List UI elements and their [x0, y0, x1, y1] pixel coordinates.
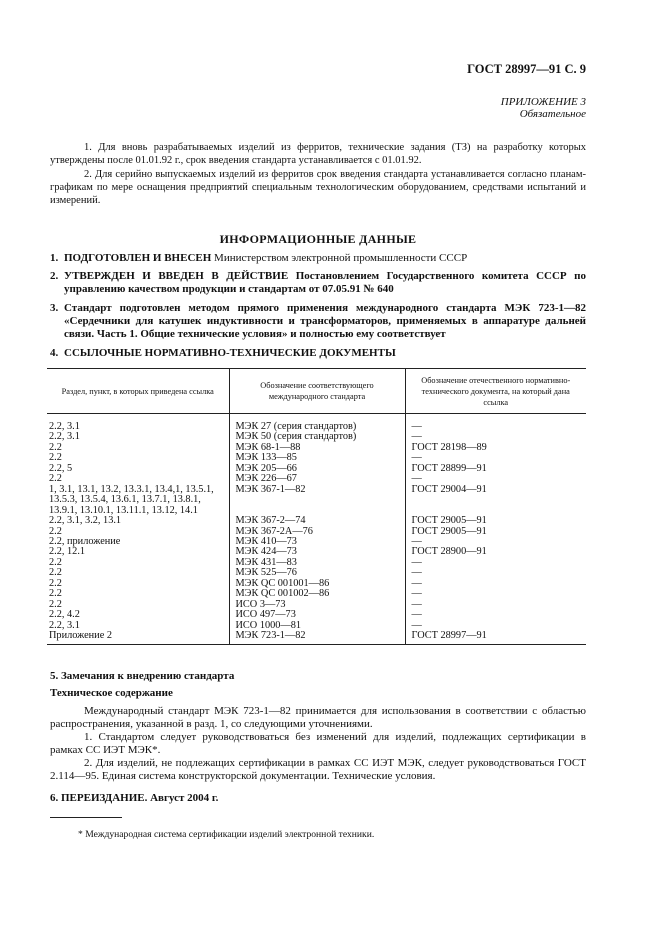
table-cell-domestic: —: [405, 474, 586, 484]
table-cell-section: 2.2: [49, 588, 62, 600]
table-cell-international: ИСО 497—73: [229, 610, 405, 620]
table-cell-international: МЭК 431—83: [229, 558, 405, 568]
table-cell-section: 2.2, приложение: [49, 535, 121, 547]
table-cell-section: 2.2, 12.1: [49, 546, 86, 558]
table-cell-section: 2.2, 5: [49, 462, 73, 474]
table-cell-section: Приложение 2: [47, 631, 229, 644]
section-5-paragraph-3: 2. Для изделий, не подлежащих сертификации в рамках СС ИЭТ МЭК, следует руководствоваться ГОСТ 2.114—95. Единая система конструкторской документации. Технические условия.: [50, 757, 586, 782]
table-cell-international: МЭК 367-2—74: [229, 516, 405, 526]
appendix-title: ПРИЛОЖЕНИЕ 3: [500, 96, 586, 108]
table-cell-section: 2.2: [49, 452, 62, 464]
info-item-bold: УТВЕРЖДЕН И ВВЕДЕН В ДЕЙСТВИЕ: [64, 270, 289, 282]
table-row: [47, 516, 586, 526]
table-cell-international: МЭК 367-1—82: [229, 485, 405, 516]
page-header-code: ГОСТ 28997—91 С. 9: [467, 62, 586, 76]
table-cell-domestic: ГОСТ 28997—91: [405, 631, 586, 644]
appendix-paragraph-1: 1. Для вновь разрабатываемых изделий из ферритов, технические задания (ТЗ) на разработку которых утверждены после 01.01.92 г., срок введения стандарта устанавливается с 01.01.92.: [50, 142, 586, 166]
table-row: [47, 631, 586, 644]
info-item-3: [50, 302, 586, 341]
section-6-title: 6. ПЕРЕИЗДАНИЕ. Август 2004 г.: [50, 792, 219, 804]
table-cell-international: МЭК 525—76: [229, 568, 405, 578]
info-item-bold: ПОДГОТОВЛЕН И ВНЕСЕН: [64, 252, 212, 264]
section-5-paragraph-1: Международный стандарт МЭК 723-1—82 принимается для использования в соответствии с областью распространения, указанной в разд. 1, со следующими уточнениями.: [50, 705, 586, 730]
table-cell-international: МЭК 133—85: [229, 453, 405, 463]
table-cell-section: 2.2, 4.2: [49, 609, 80, 621]
table-cell-international: МЭК 410—73: [229, 537, 405, 547]
table-cell-international: МЭК QC 001001—86: [229, 579, 405, 589]
table-cell-domestic: —: [405, 621, 586, 631]
table-header-international: Обозначение соответствующего международного стандарта: [229, 369, 405, 414]
table-cell-domestic: —: [405, 558, 586, 568]
table-cell-domestic: ГОСТ 28198—89: [405, 443, 586, 453]
table-cell-international: МЭК 723-1—82: [229, 631, 405, 644]
table-row: [47, 621, 586, 631]
table-row: [47, 537, 586, 547]
table-cell-section: 2.2: [49, 473, 62, 485]
table-cell-section: 2.2, 3.1: [49, 431, 80, 443]
table-cell-section: 2.2: [49, 567, 62, 579]
info-item-number: 1.: [50, 252, 59, 264]
info-item-2: [50, 270, 586, 296]
table-cell-domestic: ГОСТ 29004—91: [405, 485, 586, 516]
table-cell-domestic: —: [405, 568, 586, 578]
table-cell-international: МЭК 205—66: [229, 464, 405, 474]
table-row: [47, 527, 586, 537]
info-item-1: [50, 252, 586, 265]
table-row: [47, 485, 586, 516]
info-title: ИНФОРМАЦИОННЫЕ ДАННЫЕ: [219, 232, 417, 246]
references-table: [47, 368, 586, 645]
table-row: [47, 610, 586, 620]
info-item-text: Министерством электронной промышленности СССР: [211, 252, 468, 264]
table-row: [47, 443, 586, 453]
table-body: [47, 414, 586, 645]
table-cell-domestic: —: [405, 579, 586, 589]
table-cell-domestic: ГОСТ 28899—91: [405, 464, 586, 474]
table-header-row: [47, 369, 586, 414]
table-cell-domestic: ГОСТ 29005—91: [405, 516, 586, 526]
table-cell-section: 2.2, 3.1: [49, 619, 80, 631]
table-cell-domestic: —: [405, 432, 586, 442]
table-row: [47, 414, 586, 433]
table-cell-domestic: —: [405, 589, 586, 599]
table-cell-section: 2.2, 3.1: [49, 421, 80, 432]
table-row: [47, 547, 586, 557]
table-cell-section: 1, 3.1, 13.1, 13.2, 13.3.1, 13.4,1, 13.5.1, 13.5.3, 13.5.4, 13.6.1, 13.7.1, 13.8.1, 13.9.1, 13.10.1, 13.11.1, 13.12, 14.1: [49, 483, 214, 516]
table-row: [47, 464, 586, 474]
table-cell-international: МЭК 226—67: [229, 474, 405, 484]
table-cell-section: 2.2, 3.1, 3.2, 13.1: [49, 515, 122, 527]
table-cell-international: МЭК 68-1—88: [229, 443, 405, 453]
info-item-text: Постановлением Государственного комитета СССР по управлению качеством продукции и стандартам от 07.05.91 № 640: [64, 270, 586, 295]
appendix-paragraph-2: 2. Для серийно выпускаемых изделий из ферритов срок введения стандарта устанавливается согласно планам-графикам по мере оснащения предприятий специальным технологическим оборудованием, средствами испытаний и измерений.: [50, 169, 586, 206]
section-5-title: 5. Замечания к внедрению стандарта: [50, 670, 235, 682]
section-5-paragraph-2: 1. Стандартом следует руководствоваться без изменений для изделий, подлежащих сертификации в рамках СС ИЭТ МЭК*.: [50, 731, 586, 756]
table-cell-international: МЭК 367-2А—76: [229, 527, 405, 537]
table-cell-section: 2.2: [49, 556, 62, 568]
footnote-divider: [50, 817, 122, 818]
appendix-label: [400, 96, 586, 120]
table-row: [47, 558, 586, 568]
table-row: [47, 589, 586, 599]
table-cell-section: 2.2: [49, 441, 62, 453]
info-item-text: Стандарт подготовлен методом прямого применения международного стандарта МЭК 723-1—82 «Сердечники для катушек индуктивности и трансформаторов, применяемых в аппаратуре дальней связи. Часть 1. Общие технические условия» и полностью ему соответствует: [64, 302, 586, 340]
table-header-domestic: Обозначение отечественного нормативно-технического документа, на который дана ссылка: [405, 369, 586, 414]
table-cell-international: МЭК 424—73: [229, 547, 405, 557]
info-item-bold: ССЫЛОЧНЫЕ НОРМАТИВНО-ТЕХНИЧЕСКИЕ ДОКУМЕНТЫ: [64, 347, 396, 359]
info-item-number: 3.: [50, 302, 59, 314]
table-cell-international: МЭК QC 001002—86: [229, 589, 405, 599]
info-item-number: 2.: [50, 270, 59, 282]
info-item-4: [50, 347, 586, 360]
footnote: * Международная система сертификации изделий электронной техники.: [78, 829, 375, 840]
table-cell-section: 2.2: [49, 598, 62, 610]
table-row: [47, 432, 586, 442]
table-cell-domestic: —: [405, 600, 586, 610]
table-cell-international: МЭК 27 (серия стандартов): [229, 414, 405, 433]
table-cell-international: ИСО 3—73: [229, 600, 405, 610]
table-cell-section: 2.2: [49, 577, 62, 589]
table-row: [47, 453, 586, 463]
table-cell-domestic: —: [405, 610, 586, 620]
table-row: [47, 600, 586, 610]
table-cell-domestic: —: [405, 537, 586, 547]
appendix-subtitle: Обязательное: [519, 108, 586, 120]
table-cell-international: МЭК 50 (серия стандартов): [229, 432, 405, 442]
table-cell-international: ИСО 1000—81: [229, 621, 405, 631]
section-5-subtitle: Техническое содержание: [50, 687, 173, 699]
table-cell-domestic: —: [405, 453, 586, 463]
table-cell-domestic: ГОСТ 28900—91: [405, 547, 586, 557]
info-item-number: 4.: [50, 347, 59, 359]
table-cell-section: 2.2: [49, 525, 62, 537]
table-cell-domestic: —: [405, 414, 586, 433]
table-header-section: Раздел, пункт, в которых приведена ссылка: [61, 386, 214, 396]
table-cell-domestic: ГОСТ 29005—91: [405, 527, 586, 537]
